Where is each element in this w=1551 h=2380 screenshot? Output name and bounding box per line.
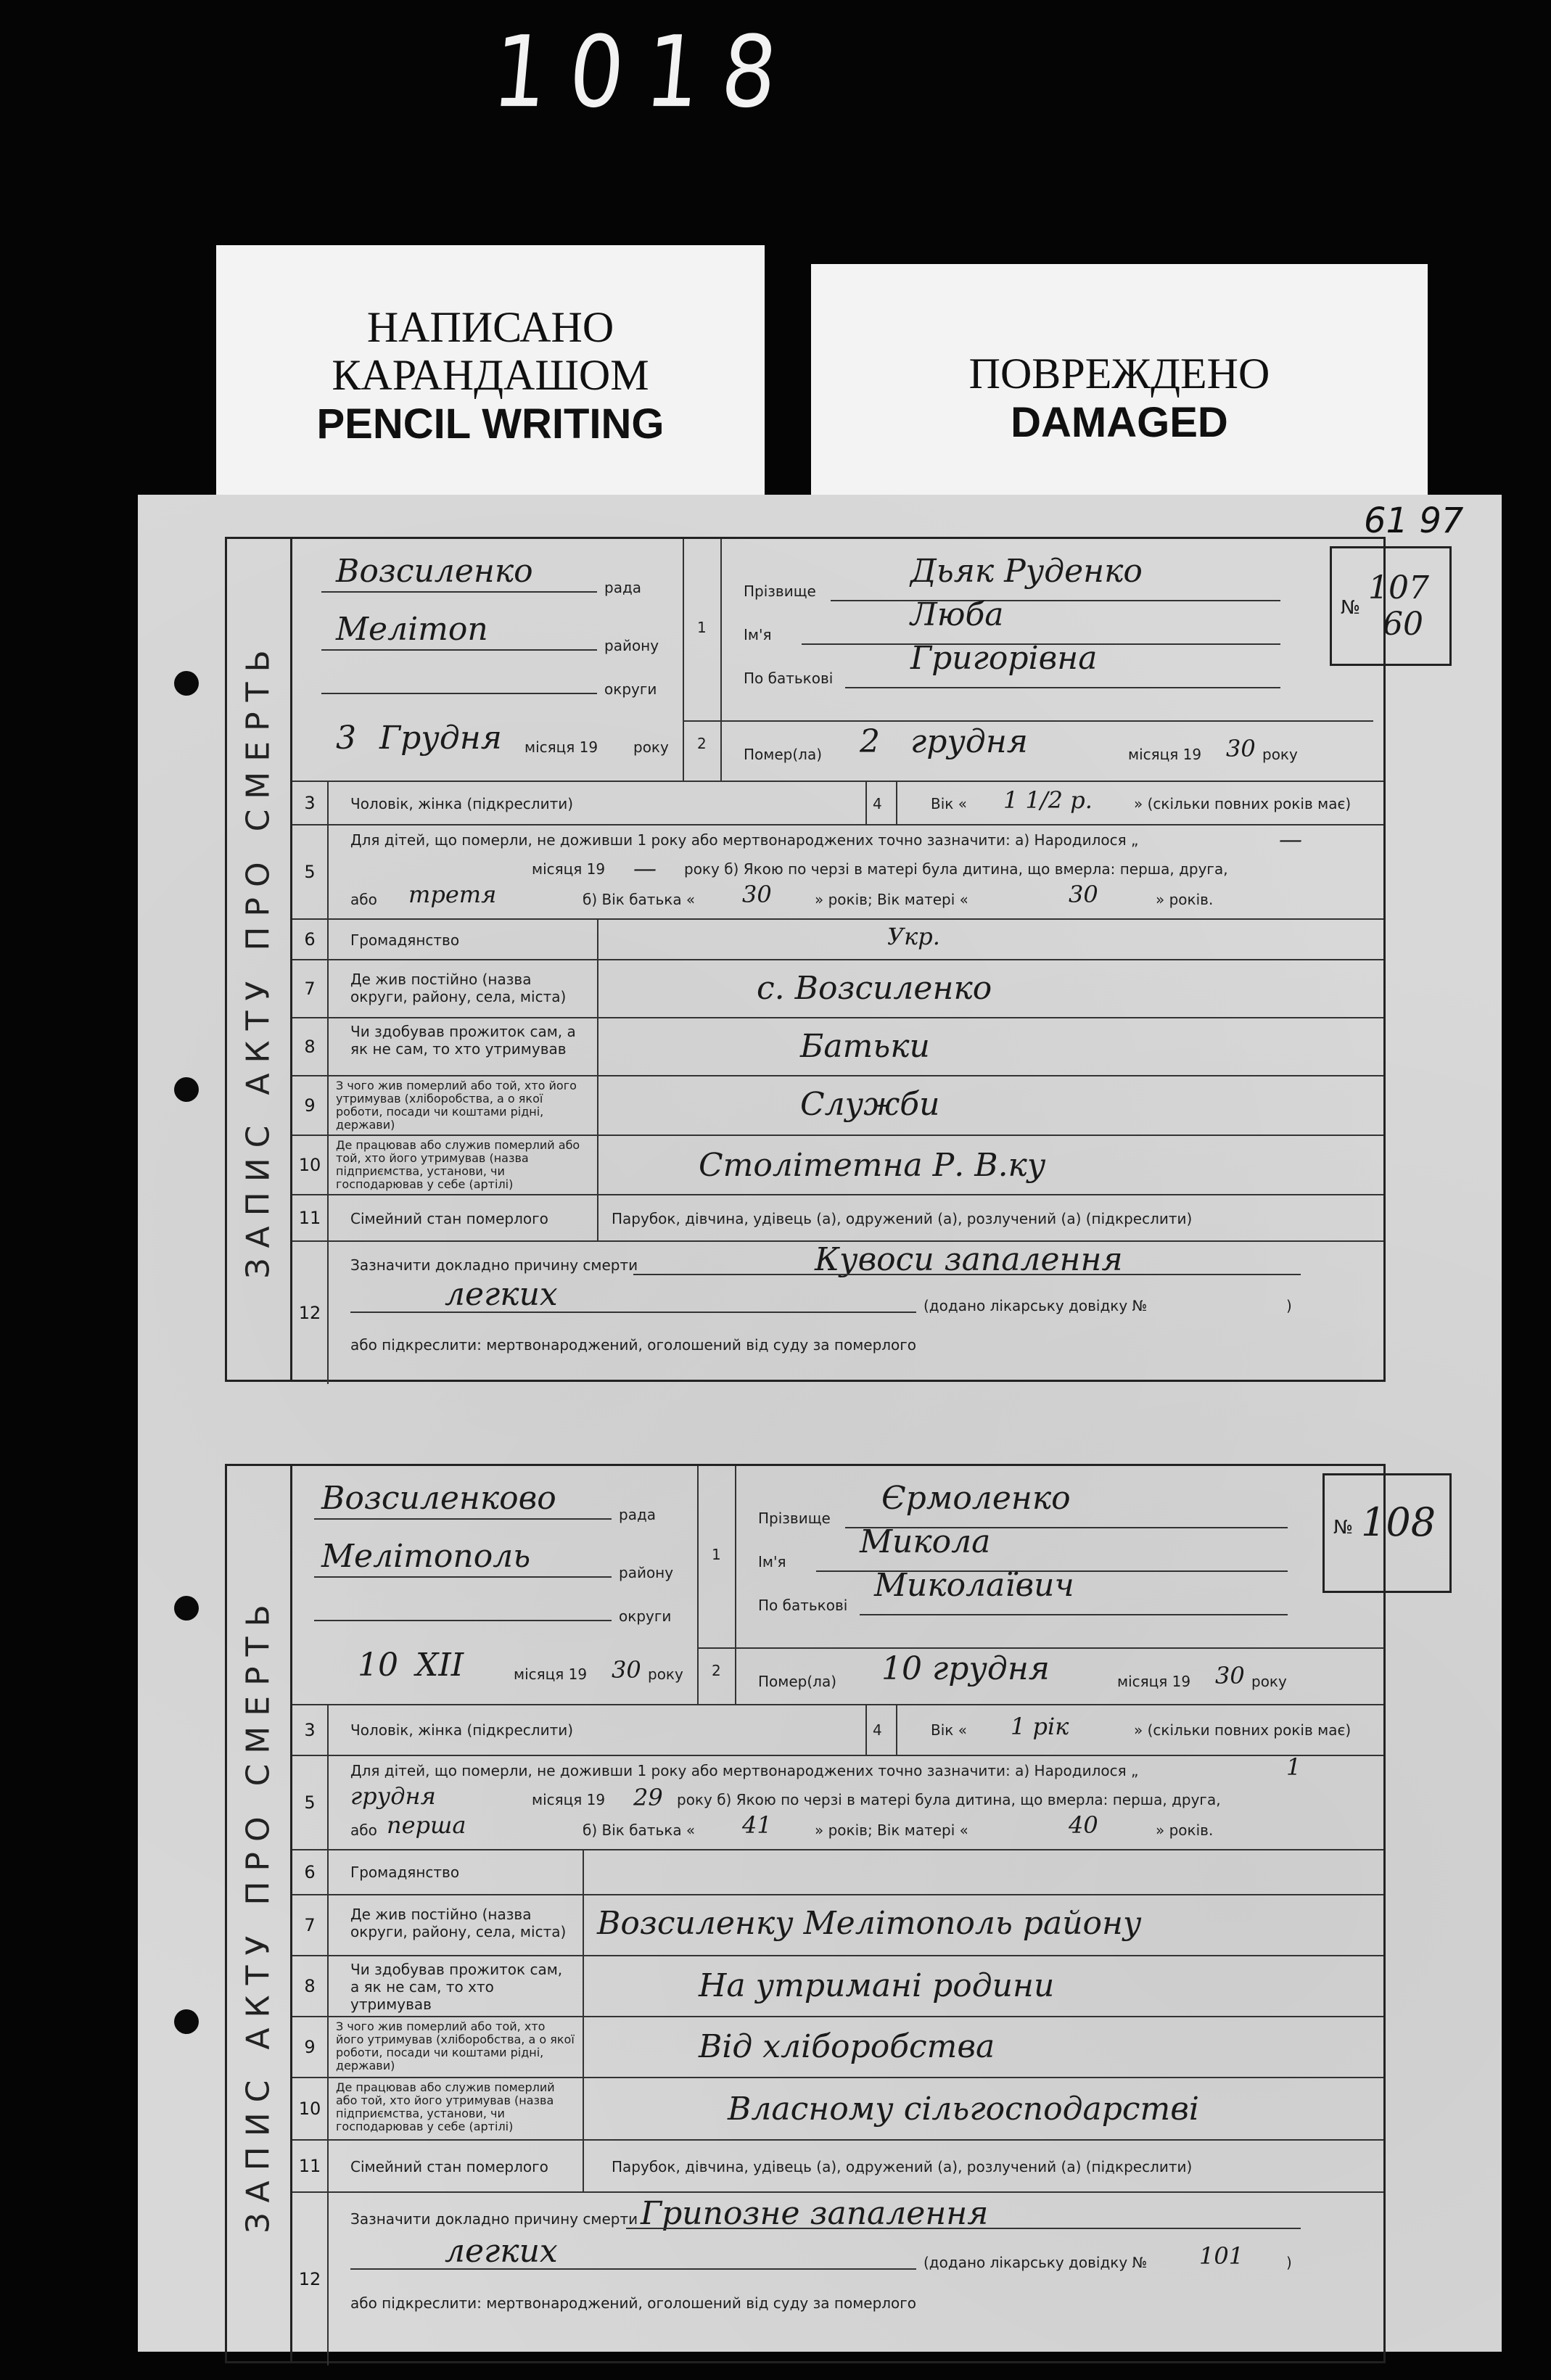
residence-value: с. Возсиленко bbox=[757, 970, 992, 1007]
notice-en: PENCIL WRITING bbox=[316, 400, 665, 448]
record-number-box: № 108 bbox=[1322, 1473, 1452, 1593]
record-side-title: ЗАПИС АКТУ ПРО СМЕРТЬ bbox=[227, 1466, 292, 2361]
punch-hole bbox=[174, 1077, 199, 1102]
record-number-top: 107 bbox=[1368, 569, 1429, 606]
birth-month: грудня bbox=[350, 1782, 436, 1810]
record-number: 108 bbox=[1361, 1499, 1436, 1545]
father-age: 41 bbox=[742, 1811, 772, 1839]
death-month: грудня bbox=[932, 1650, 1050, 1687]
row-sex-age: 3 Чоловік, жінка (підкреслити) 4 Вік « 1 рік » (скільки повних років має) bbox=[292, 1705, 1383, 1756]
cause-value-2: легких bbox=[445, 1276, 558, 1313]
pencil-writing-notice bbox=[216, 245, 765, 499]
damaged-notice bbox=[811, 264, 1428, 503]
death-month: грудня bbox=[910, 723, 1028, 760]
district-value: Мелітоп bbox=[336, 611, 488, 648]
registration-day: 3 bbox=[336, 720, 356, 757]
cause-value-2: легких bbox=[445, 2233, 558, 2270]
frame-number: 1018 bbox=[487, 14, 804, 130]
age-value: 1 рік bbox=[1011, 1713, 1069, 1740]
row-livelihood: 9 З чого жив померлий або той, хто його утримував (хліборобства, а о якої роботи, посади чи коштами рідні, держави) Від хліборобства bbox=[292, 2017, 1383, 2078]
deceased-name-block: Прізвище Дьяк Руденко Ім'я Люба По батькові Григорівна Помер(ла) 2 грудня місяця 19 30 року bbox=[744, 553, 1298, 763]
patronymic-value: Миколаївич bbox=[874, 1567, 1074, 1604]
punch-hole bbox=[174, 2009, 199, 2034]
livelihood-value: Служби bbox=[800, 1086, 940, 1123]
row-marital-status: 11 Сімейний стан померлого Парубок, дівчина, удівець (а), одружений (а), розлучений (а) (підкреслити) bbox=[292, 2141, 1383, 2193]
surname-value: Дьяк Руденко bbox=[910, 553, 1143, 590]
death-year: 30 bbox=[1226, 735, 1256, 762]
deceased-name-block: Прізвище Єрмоленко Ім'я Микола По батькові Миколаївич Помер(ла) 10 грудня місяця 19 30 року bbox=[758, 1480, 1287, 1690]
registration-month: Грудня bbox=[379, 720, 502, 757]
workplace-value: Столітетна Р. В.ку bbox=[699, 1147, 1046, 1184]
village-value: Возсиленко bbox=[336, 553, 533, 590]
punch-hole bbox=[174, 671, 199, 696]
row-livelihood: 9 З чого жив померлий або той, хто його утримував (хліборобства, а о якої роботи, посади чи коштами рідні, держави) Служби bbox=[292, 1076, 1383, 1136]
age-value: 1 1/2 р. bbox=[1003, 786, 1093, 814]
row-citizenship: 6 Громадянство bbox=[292, 1850, 1383, 1895]
record-side-title: ЗАПИС АКТУ ПРО СМЕРТЬ bbox=[227, 539, 292, 1380]
supported-by-value: На утримані родини bbox=[699, 1967, 1055, 2004]
death-record-1 bbox=[225, 537, 1429, 1382]
registry-office: Возсиленко рада Мелітоп району округи 3 Грудня місяця 19 року bbox=[292, 539, 684, 781]
birth-order: перша bbox=[387, 1811, 466, 1839]
surname-value: Єрмоленко bbox=[881, 1480, 1071, 1517]
record-header: Возсиленко рада Мелітоп району округи 3 Грудня місяця 19 року 1 2 Прізвище Дьяк Руденко Ім'я Люба По батькові Григорівна Помер(ла) 2 грудня місяця 19 30 року № 107 60 bbox=[292, 539, 1383, 782]
record-number-bottom: 60 bbox=[1383, 606, 1423, 643]
cause-value-1: Грипозне запалення bbox=[641, 2195, 989, 2232]
residence-value: Возсиленку Мелітополь району bbox=[597, 1905, 1142, 1942]
workplace-value: Власному сільгосподарстві bbox=[728, 2091, 1199, 2128]
notice-damaged-ru: ПОВРЕЖДЕНО bbox=[968, 350, 1270, 398]
registry-office: Возсиленково рада Мелітополь району округи 10 XII місяця 19 30 року bbox=[292, 1466, 699, 1704]
village-value: Возсиленково bbox=[321, 1480, 556, 1517]
notice-damaged-en: DAMAGED bbox=[1011, 399, 1228, 446]
row-support: 8 Чи здобував прожиток сам, а як не сам, то хто утримував На утримані родини bbox=[292, 1956, 1383, 2017]
death-record-2 bbox=[225, 1464, 1436, 2363]
certificate-number: 101 bbox=[1199, 2242, 1244, 2270]
birth-order: третя bbox=[408, 881, 497, 908]
registration-year: 30 bbox=[612, 1656, 641, 1684]
birth-day: 1 bbox=[1286, 1753, 1301, 1781]
row-residence: 7 Де жив постійно (назва округи, району, села, міста) с. Возсиленко bbox=[292, 960, 1383, 1018]
registration-day: 10 bbox=[358, 1647, 398, 1684]
notice-ru-line2: КАРАНДАШОМ bbox=[332, 351, 649, 399]
birth-year: 29 bbox=[633, 1784, 663, 1811]
citizenship-value: Укр. bbox=[887, 923, 940, 950]
mother-age: 30 bbox=[1069, 881, 1098, 908]
row-workplace: 10 Де працював або служив померлий або той, хто його утримував (назва підприємства, установи, чи господарював у себе (артілі) Власному сільгосподарстві bbox=[292, 2078, 1383, 2141]
patronymic-value: Григорівна bbox=[910, 640, 1098, 677]
cause-value-1: Кувоси запалення bbox=[815, 1241, 1123, 1278]
death-day: 10 bbox=[881, 1650, 922, 1687]
row-workplace: 10 Де працював або служив померлий або той, хто його утримував (назва підприємства, установи, чи господарював у себе (артілі) Столітетна Р. В.ку bbox=[292, 1136, 1383, 1195]
notice-ru-line1: НАПИСАНО bbox=[366, 303, 614, 351]
father-age: 30 bbox=[742, 881, 772, 908]
registration-month: XII bbox=[416, 1647, 464, 1684]
death-day: 2 bbox=[860, 723, 880, 760]
row-residence: 7 Де жив постійно (назва округи, району, села, міста) Возсиленку Мелітополь району bbox=[292, 1895, 1383, 1956]
row-cause-of-death: 12 Зазначити докладно причину смерти Кувоси запалення легких (додано лікарську довідку № ) або підкреслити: мертвонароджений, оголошений від суду за померлого bbox=[292, 1242, 1383, 1384]
row-cause-of-death: 12 Зазначити докладно причину смерти Грипозне запалення легких (додано лікарську довідку № 101 ) або підкреслити: мертвонароджений, оголошений від суду за померлого bbox=[292, 2193, 1383, 2365]
row-marital-status: 11 Сімейний стан померлого Парубок, дівчина, удівець (а), одружений (а), розлучений (а) (підкреслити) bbox=[292, 1195, 1383, 1242]
district-value: Мелітополь bbox=[321, 1538, 531, 1575]
punch-hole bbox=[174, 1596, 199, 1621]
supported-by-value: Батьки bbox=[800, 1028, 930, 1065]
record-header: Возсиленково рада Мелітополь району округи 10 XII місяця 19 30 року 1 2 Прізвище Єрмоленко Ім'я Микола По батькові Миколаївич Помер(ла) 10 грудня місяця 19 30 року № 108 bbox=[292, 1466, 1383, 1705]
sheet-number: 61 97 bbox=[1364, 501, 1464, 541]
row-citizenship: 6 Громадянство Укр. bbox=[292, 920, 1383, 960]
name-value: Микола bbox=[860, 1523, 991, 1560]
record-number-box: № 107 60 bbox=[1330, 546, 1452, 666]
row-child-info: 5 Для дітей, що померли, не доживши 1 року або мертвонароджених точно зазначити: а) Народилося „ 1 грудня місяця 19 29 року б) Якою по черзі в матері була дитина, що вмерла: перша, друга, або перша б) Вік батька « 41 » років; Вік матері « 40 » років. bbox=[292, 1756, 1383, 1850]
row-support: 8 Чи здобував прожиток сам, а як не сам, то хто утримував Батьки bbox=[292, 1018, 1383, 1076]
row-child-info: 5 Для дітей, що померли, не доживши 1 року або мертвонароджених точно зазначити: а) Народилося „ — місяця 19 — року б) Якою по черзі в матері була дитина, що вмерла: перша, друга, або третя б) Вік батька « 30 » років; Вік матері « 30 » років. bbox=[292, 825, 1383, 920]
livelihood-value: Від хліборобства bbox=[699, 2028, 995, 2065]
row-sex-age: 3 Чоловік, жінка (підкреслити) 4 Вік « 1 1/2 р. » (скільки повних років має) bbox=[292, 782, 1383, 825]
death-year: 30 bbox=[1215, 1662, 1245, 1689]
name-value: Люба bbox=[910, 596, 1004, 633]
mother-age: 40 bbox=[1069, 1811, 1098, 1839]
